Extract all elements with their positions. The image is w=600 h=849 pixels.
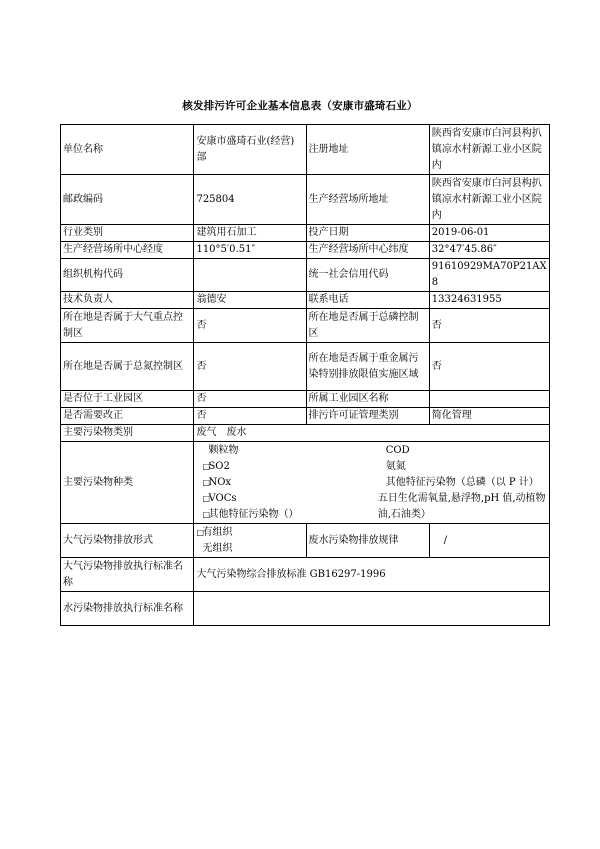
air-form-item: □有组织 xyxy=(196,526,233,538)
permit-mgmt-label: 排污许可证管理类别 xyxy=(306,408,429,425)
unit-name-value: 安康市盛琦石业(经营)部 xyxy=(194,125,306,175)
credit-code-value: 91610929MA70P21AX8 xyxy=(429,259,549,292)
air-key-area-value: 否 xyxy=(194,309,306,343)
page-title: 核发排污许可企业基本信息表（安康市盛琦石业） xyxy=(182,100,418,112)
checkbox-icon: □ xyxy=(202,461,211,471)
air-species-item: □NOx xyxy=(202,476,232,488)
air-std-label: 大气污染物排放执行标准名称 xyxy=(61,558,194,592)
unit-name-label: 单位名称 xyxy=(61,125,194,175)
start-date-label: 投产日期 xyxy=(306,225,429,242)
air-species-item: □SO2 xyxy=(202,460,230,472)
phone-value: 13324631955 xyxy=(429,292,549,309)
main-types-value: 废气 废水 xyxy=(194,425,550,442)
air-species-item: □其他特征污染物（） xyxy=(202,508,299,520)
rectify-label: 是否需要改正 xyxy=(61,408,194,425)
water-species-item: COD xyxy=(385,444,410,456)
heavy-metal-area-value: 否 xyxy=(429,343,549,391)
water-species-list xyxy=(372,443,549,523)
phone-label: 联系电话 xyxy=(306,292,429,309)
water-rule-value: / xyxy=(429,524,549,558)
checkbox-icon: □ xyxy=(196,527,205,537)
pollutant-lists xyxy=(194,443,549,523)
nitrogen-area-value: 否 xyxy=(194,343,306,391)
water-std-label: 水污染物排放执行标准名称 xyxy=(61,592,194,626)
postcode-value: 725804 xyxy=(194,175,306,225)
longitude-label: 生产经营场所中心经度 xyxy=(61,242,194,259)
heavy-metal-area-label: 所在地是否属于重金属污染特别排放限值实施区域 xyxy=(306,343,429,391)
longitude-value: 110°5′0.51″ xyxy=(194,242,306,259)
phosphorus-area-value: 否 xyxy=(429,309,549,343)
air-species-item: 颗粒物 xyxy=(208,444,239,456)
latitude-value: 32°47′45.86″ xyxy=(429,242,549,259)
water-species-item: 其他特征污染物（总磷（以 P 计） xyxy=(385,476,539,488)
checkbox-icon: □ xyxy=(202,509,211,519)
industrial-park-value: 否 xyxy=(194,391,306,408)
air-species-item: □VOCs xyxy=(202,492,237,504)
air-form-value xyxy=(194,524,306,558)
org-code-label: 组织机构代码 xyxy=(61,259,194,292)
main-species-cell xyxy=(194,442,550,524)
reg-address-value: 陕西省安康市白河县构扒镇凉水村新源工业小区院内 xyxy=(429,125,549,175)
air-species-list xyxy=(194,443,371,523)
org-code-value xyxy=(194,259,306,292)
start-date-value: 2019-06-01 xyxy=(429,225,549,242)
reg-address-label: 注册地址 xyxy=(306,125,429,175)
industry-label: 行业类别 xyxy=(61,225,194,242)
enterprise-info-table xyxy=(60,124,550,626)
water-rule-label: 废水污染物排放规律 xyxy=(306,524,429,558)
checkbox-icon: □ xyxy=(202,477,211,487)
permit-mgmt-value: 简化管理 xyxy=(429,408,549,425)
site-address-label: 生产经营场所地址 xyxy=(306,175,429,225)
air-form-label: 大气污染物排放形式 xyxy=(61,524,194,558)
water-std-value xyxy=(194,592,550,626)
air-key-area-label: 所在地是否属于大气重点控制区 xyxy=(61,309,194,343)
water-species-item: 五日生化需氧量,悬浮物,pH 值,动植物油,石油类） xyxy=(377,492,546,520)
industrial-park-label: 是否位于工业园区 xyxy=(61,391,194,408)
checkbox-icon: □ xyxy=(202,493,211,503)
water-species-item: 氨氮 xyxy=(385,460,406,472)
park-name-label: 所属工业园区名称 xyxy=(306,391,429,408)
site-address-value: 陕西省安康市白河县构扒镇凉水村新源工业小区院内 xyxy=(429,175,549,225)
latitude-label: 生产经营场所中心纬度 xyxy=(306,242,429,259)
rectify-value: 否 xyxy=(194,408,306,425)
postcode-label: 邮政编码 xyxy=(61,175,194,225)
tech-lead-label: 技术负责人 xyxy=(61,292,194,309)
industry-value: 建筑用石加工 xyxy=(194,225,306,242)
park-name-value xyxy=(429,391,549,408)
tech-lead-value: 翁德安 xyxy=(194,292,306,309)
main-types-label: 主要污染物类别 xyxy=(61,425,194,442)
credit-code-label: 统一社会信用代码 xyxy=(306,259,429,292)
nitrogen-area-label: 所在地是否属于总氮控制区 xyxy=(61,343,194,391)
air-std-value: 大气污染物综合排放标准 GB16297-1996 xyxy=(194,558,550,592)
main-species-label: 主要污染物种类 xyxy=(61,442,194,524)
air-form-item: 无组织 xyxy=(202,542,233,554)
phosphorus-area-label: 所在地是否属于总磷控制区 xyxy=(306,309,429,343)
